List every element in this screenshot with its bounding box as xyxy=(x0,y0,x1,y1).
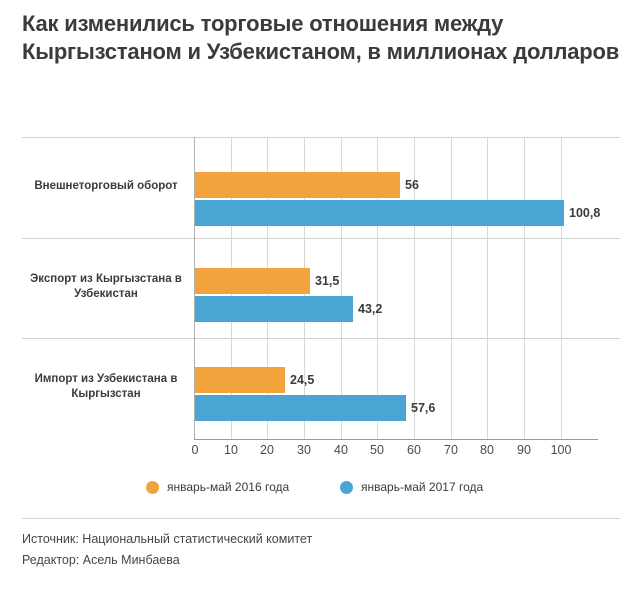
gridline xyxy=(487,137,488,439)
x-axis-line xyxy=(194,439,598,440)
gridline xyxy=(561,137,562,439)
bar-series1-cat3 xyxy=(195,367,285,393)
bar-value-series2-cat1: 100,8 xyxy=(569,206,601,220)
gridline xyxy=(524,137,525,439)
legend-dot-icon xyxy=(146,481,159,494)
legend-item-2017 xyxy=(340,480,483,494)
bar-series1-cat1 xyxy=(195,172,400,198)
bar-series2-cat1 xyxy=(195,200,564,226)
bar-value-series2-cat2: 43,2 xyxy=(358,302,383,316)
editor-text: Редактор: Асель Минбаева xyxy=(22,553,180,567)
bar-series1-cat2 xyxy=(195,268,310,294)
x-tick-label: 60 xyxy=(407,443,421,457)
x-tick-label: 0 xyxy=(191,443,199,457)
x-tick-label: 90 xyxy=(517,443,531,457)
x-tick-label: 40 xyxy=(334,443,348,457)
bar-chart xyxy=(22,137,620,457)
bar-series2-cat2 xyxy=(195,296,353,322)
x-tick-label: 50 xyxy=(370,443,384,457)
bar-value-series1-cat3: 24,5 xyxy=(290,373,315,387)
gridline xyxy=(451,137,452,439)
legend-dot-icon xyxy=(340,481,353,494)
legend-item-2016 xyxy=(146,480,289,494)
footer-divider xyxy=(22,518,620,519)
source-text: Источник: Национальный статистический комитет xyxy=(22,532,313,546)
x-tick-label: 30 xyxy=(297,443,311,457)
x-tick-label: 80 xyxy=(480,443,494,457)
x-tick-label: 70 xyxy=(444,443,458,457)
page-title: Как изменились торговые отношения между Кыргызстаном и Узбекистаном, в миллионах долларов xyxy=(22,11,620,64)
bar-value-series1-cat1: 56 xyxy=(405,178,419,192)
x-tick-label: 100 xyxy=(550,443,572,457)
bar-value-series1-cat2: 31,5 xyxy=(315,274,340,288)
bar-value-series2-cat3: 57,6 xyxy=(411,401,436,415)
category-label: Экспорт из Кыргызстана в Узбекистан xyxy=(30,273,182,300)
category-label: Внешнеторговый оборот xyxy=(34,180,178,192)
category-label: Импорт из Узбекистана в Кыргызстан xyxy=(34,373,178,400)
legend-label: январь-май 2016 года xyxy=(167,480,290,494)
x-tick-label: 10 xyxy=(224,443,238,457)
bar-series2-cat3 xyxy=(195,395,406,421)
legend-label: январь-май 2017 года xyxy=(361,480,484,494)
chart-legend xyxy=(22,478,620,500)
plot-area xyxy=(191,137,601,457)
x-tick-label: 20 xyxy=(260,443,274,457)
